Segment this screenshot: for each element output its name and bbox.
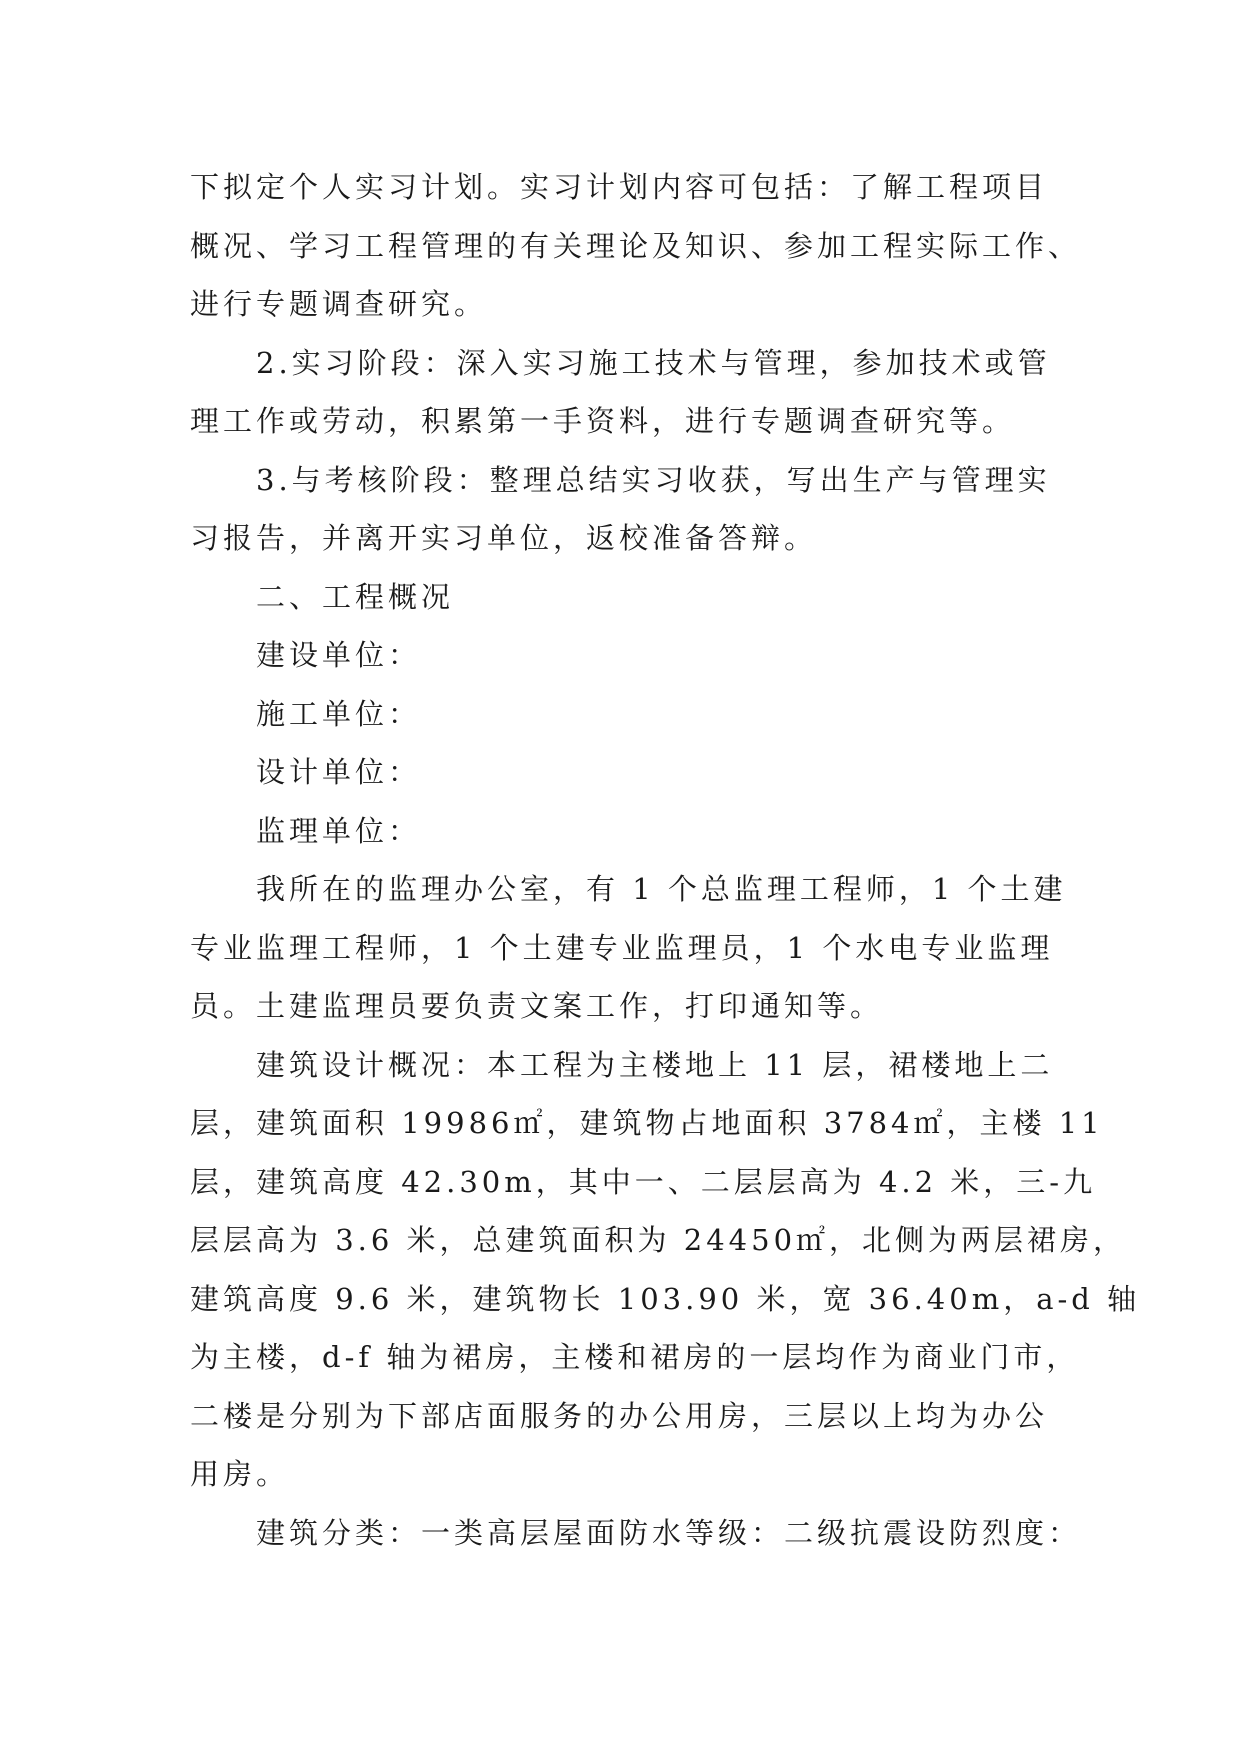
text-line: 用房。 (190, 1457, 290, 1491)
text-line: 理工作或劳动，积累第一手资料，进行专题调查研究等。 (190, 404, 1016, 438)
text-line: 建筑分类：一类高层屋面防水等级：二级抗震设防烈度： (256, 1515, 1082, 1550)
text-line: 二楼是分别为下部店面服务的办公用房，三层以上均为办公 (190, 1398, 1049, 1433)
text-line: 专业监理工程师，1 个土建专业监理员，1 个水电专业监理 (190, 930, 1054, 965)
text-line: 进行专题调查研究。 (190, 287, 488, 321)
text-line: 层，建筑面积 19986㎡，建筑物占地面积 3784㎡，主楼 11 (190, 1106, 1104, 1140)
field-label: 监理单位： (256, 813, 422, 848)
text-line: 习报告，并离开实习单位，返校准备答辩。 (190, 521, 818, 555)
text-line: 员。土建监理员要负责文案工作，打印通知等。 (190, 989, 884, 1023)
text-line: 下拟定个人实习计划。实习计划内容可包括：了解工程项目 (190, 170, 1049, 204)
document-page (190, 158, 1141, 1562)
text-line: 2.实习阶段：深入实习施工技术与管理，参加技术或管 (256, 345, 1051, 380)
field-label: 施工单位： (256, 696, 422, 731)
section-heading: 二、工程概况 (256, 579, 455, 614)
text-line: 建筑设计概况：本工程为主楼地上 11 层，裙楼地上二 (256, 1047, 1054, 1082)
field-label: 设计单位： (256, 755, 422, 789)
text-line: 3.与考核阶段：整理总结实习收获，写出生产与管理实 (256, 462, 1051, 497)
text-line: 概况、学习工程管理的有关理论及知识、参加工程实际工作、 (190, 228, 1082, 263)
text-line: 我所在的监理办公室，有 1 个总监理工程师，1 个土建 (256, 872, 1067, 906)
text-line: 层层高为 3.6 米，总建筑面积为 24450㎡，北侧为两层裙房， (190, 1223, 1127, 1257)
field-label: 建设单位： (256, 638, 422, 672)
text-line: 为主楼，d-f 轴为裙房，主楼和裙房的一层均作为商业门市， (190, 1340, 1080, 1374)
text-line: 建筑高度 9.6 米，建筑物长 103.90 米，宽 36.40m，a-d 轴 (190, 1281, 1141, 1316)
text-line: 层，建筑高度 42.30m，其中一、二层层高为 4.2 米，三-九 (190, 1164, 1097, 1199)
